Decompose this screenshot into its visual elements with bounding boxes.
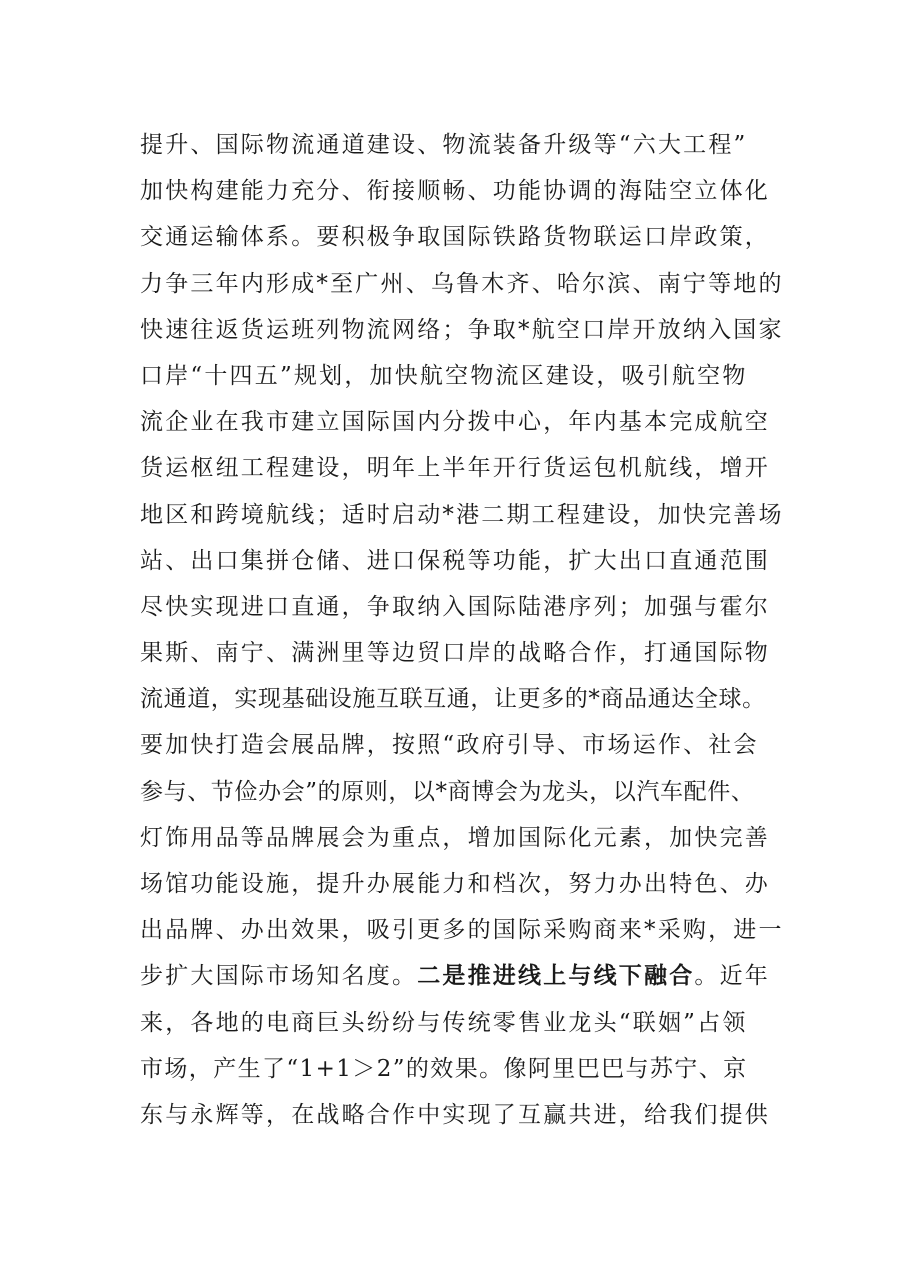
text-segment: 步扩大国际市场知名度。 [140, 963, 418, 990]
text-line: 要加快打造会展品牌，按照“政府引导、市场运作、社会 [140, 732, 759, 759]
text-line: 出品牌、办出效果，吸引更多的国际采购商来*采购，进一 [140, 917, 784, 944]
text-segment: 。近年 [694, 963, 771, 990]
text-line: 市场，产生了“1+1＞2”的效果。像阿里巴巴与苏宁、京 [140, 1055, 748, 1082]
body-text [140, 122, 784, 1138]
text-line: 力争三年内形成*至广州、乌鲁木齐、哈尔滨、南宁等地的 [140, 270, 784, 297]
text-line [140, 953, 780, 999]
text-line: 尽快实现进口直通，争取纳入国际陆港序列；加强与霍尔 [140, 593, 770, 620]
text-line: 灯饰用品等品牌展会为重点，增加国际化元素，加快完善 [140, 824, 770, 851]
text-line: 来，各地的电商巨头纷纷与传统零售业龙头“联姻”占领 [140, 1009, 748, 1036]
text-line: 场馆功能设施，提升办展能力和档次，努力办出特色、办 [140, 871, 770, 897]
text-line: 站、出口集拼仓储、进口保税等功能，扩大出口直通范围 [140, 547, 770, 574]
text-line: 流企业在我市建立国际国内分拨中心，年内基本完成航空 [140, 409, 770, 436]
text-line: 果斯、南宁、满洲里等边贸口岸的战略合作，打通国际物 [140, 640, 770, 667]
text-line: 流通道，实现基础设施互联互通，让更多的*商品通达全球。 [140, 686, 766, 713]
text-line: 快速往返货运班列物流网络；争取*航空口岸开放纳入国家 [140, 316, 784, 343]
text-line: 提升、国际物流通道建设、物流装备升级等“六大工程” [140, 132, 748, 158]
section-heading-inline: 二是推进线上与线下融合 [417, 962, 695, 990]
text-line: 加快构建能力充分、衔接顺畅、功能协调的海陆空立体化 [140, 178, 770, 205]
text-line: 地区和跨境航线；适时启动*港二期工程建设，加快完善场 [140, 501, 784, 528]
text-line: 货运枢纽工程建设，明年上半年开行货运包机航线，增开 [140, 455, 770, 482]
text-line: 口岸“十四五”规划，加快航空物流区建设，吸引航空物 [140, 362, 748, 389]
text-line: 参与、节俭办会”的原则，以*商博会为龙头，以汽车配件、 [140, 778, 755, 805]
text-line: 东与永辉等，在战略合作中实现了互赢共进，给我们提供 [140, 1101, 770, 1128]
text-line: 交通运输体系。要积极争取国际铁路货物联运口岸政策， [140, 224, 770, 251]
